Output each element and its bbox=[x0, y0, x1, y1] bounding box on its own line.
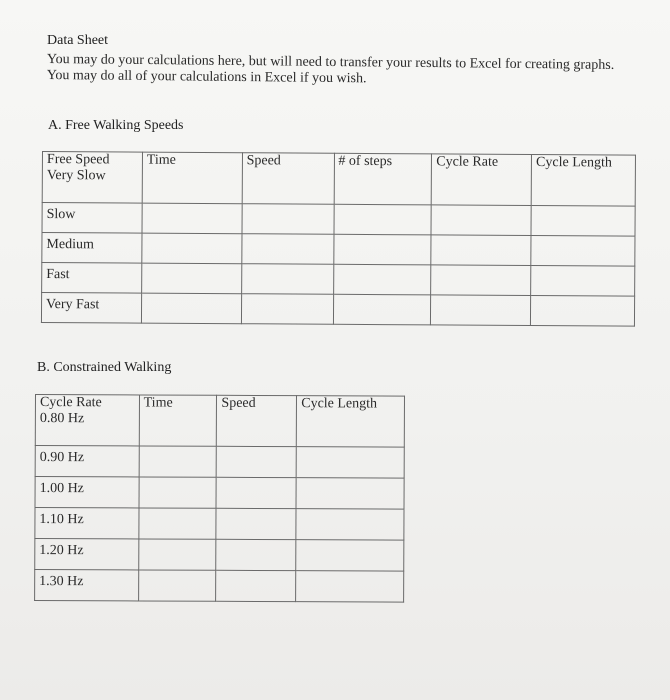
row-label: 1.00 Hz bbox=[39, 481, 84, 497]
table-cell[interactable] bbox=[241, 294, 333, 325]
row-label-cell bbox=[42, 203, 142, 234]
row-label: Slow bbox=[46, 207, 76, 223]
table-cell[interactable] bbox=[216, 570, 296, 601]
table-cell[interactable] bbox=[296, 571, 404, 602]
table-cell[interactable] bbox=[531, 265, 635, 296]
table-cell[interactable] bbox=[216, 539, 296, 570]
page-title: Data Sheet bbox=[47, 33, 109, 48]
table-header-row bbox=[42, 152, 635, 207]
column-header: # of steps bbox=[334, 153, 432, 205]
table-row bbox=[42, 203, 635, 237]
column-header: Speed bbox=[217, 395, 297, 446]
table-cell[interactable] bbox=[139, 446, 217, 477]
table-cell[interactable] bbox=[296, 540, 404, 571]
table-cell[interactable] bbox=[139, 508, 217, 539]
table-cell[interactable] bbox=[333, 264, 431, 295]
column-header: Time bbox=[139, 395, 217, 446]
table-row bbox=[42, 233, 635, 267]
column-header: Free Speed bbox=[46, 152, 110, 168]
row-label-cell bbox=[42, 233, 142, 264]
column-header: Cycle Rate bbox=[39, 395, 102, 411]
row-label-cell bbox=[35, 446, 139, 477]
row-label-cell bbox=[35, 508, 139, 539]
table-cell[interactable] bbox=[431, 205, 531, 236]
row-label-cell bbox=[41, 293, 141, 324]
column-header: Speed bbox=[242, 153, 334, 205]
table-cell[interactable] bbox=[431, 235, 531, 266]
table-cell[interactable] bbox=[138, 570, 216, 601]
table-cell[interactable] bbox=[296, 478, 404, 509]
row-label: 0.80 Hz bbox=[39, 411, 85, 427]
table-row bbox=[35, 508, 404, 541]
row-label: 1.30 Hz bbox=[39, 574, 84, 590]
table-cell[interactable] bbox=[241, 234, 333, 265]
column-header: Cycle Length bbox=[297, 396, 405, 447]
free-walking-table bbox=[41, 151, 636, 327]
table-cell[interactable] bbox=[35, 395, 139, 446]
table-cell[interactable] bbox=[531, 295, 635, 326]
section-a-heading: A. Free Walking Speeds bbox=[48, 118, 184, 133]
column-header: Cycle Length bbox=[531, 154, 635, 206]
table-header-row bbox=[35, 395, 404, 448]
row-label: Fast bbox=[46, 267, 70, 283]
table-cell[interactable] bbox=[333, 294, 431, 325]
table-cell[interactable] bbox=[217, 446, 297, 477]
table-cell[interactable] bbox=[242, 204, 334, 235]
table-row bbox=[35, 446, 404, 479]
table-row bbox=[35, 539, 404, 572]
table-cell[interactable] bbox=[42, 152, 142, 204]
column-header: Time bbox=[142, 152, 242, 204]
column-header: Cycle Rate bbox=[431, 154, 531, 206]
table-row bbox=[35, 570, 404, 603]
table-cell[interactable] bbox=[142, 203, 242, 234]
table-cell[interactable] bbox=[141, 263, 241, 294]
table-cell[interactable] bbox=[216, 508, 296, 539]
table-cell[interactable] bbox=[216, 477, 296, 508]
table-cell[interactable] bbox=[142, 233, 242, 264]
row-label-cell bbox=[42, 263, 142, 294]
row-label: Very Slow bbox=[46, 168, 106, 184]
row-label-cell bbox=[35, 539, 139, 570]
table-cell[interactable] bbox=[296, 447, 404, 478]
intro-paragraph: You may do your calculations here, but will need to transfer your results to Excel for creating graphs. You may do all of your calculations in Excel if you wish. bbox=[46, 52, 615, 87]
table-row bbox=[42, 263, 635, 297]
constrained-walking-table bbox=[34, 394, 405, 603]
table-row bbox=[41, 293, 634, 327]
row-label-cell bbox=[35, 570, 139, 601]
table-cell[interactable] bbox=[531, 235, 635, 266]
row-label: 1.20 Hz bbox=[39, 543, 84, 559]
table-cell[interactable] bbox=[333, 204, 431, 235]
row-label-cell bbox=[35, 477, 139, 508]
table-cell[interactable] bbox=[431, 265, 531, 296]
table-cell[interactable] bbox=[139, 477, 217, 508]
table-cell[interactable] bbox=[296, 509, 404, 540]
table-cell[interactable] bbox=[431, 295, 531, 326]
table-cell[interactable] bbox=[138, 539, 216, 570]
row-label: Medium bbox=[46, 237, 94, 253]
table-cell[interactable] bbox=[333, 234, 431, 265]
table-cell[interactable] bbox=[531, 205, 635, 236]
table-cell[interactable] bbox=[241, 264, 333, 295]
table-cell[interactable] bbox=[141, 293, 241, 324]
row-label: 1.10 Hz bbox=[39, 512, 84, 528]
table-row bbox=[35, 477, 404, 510]
row-label: Very Fast bbox=[46, 297, 100, 313]
section-b-heading: B. Constrained Walking bbox=[37, 360, 172, 375]
row-label: 0.90 Hz bbox=[39, 450, 85, 466]
